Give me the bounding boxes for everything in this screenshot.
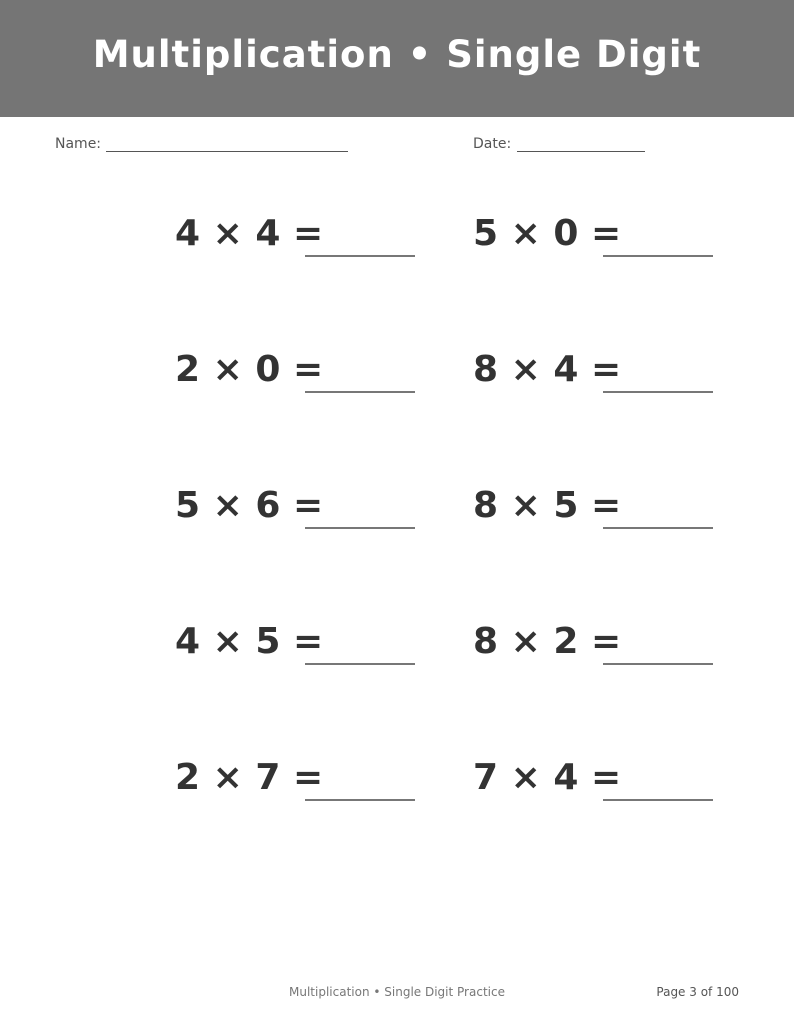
name-line xyxy=(106,151,348,152)
problem-expression: 7 × 4 = xyxy=(473,757,622,798)
problem xyxy=(175,349,435,412)
problem-expression: 4 × 4 = xyxy=(175,213,324,254)
answer-line xyxy=(603,663,713,665)
problem-expression: 2 × 0 = xyxy=(175,349,324,390)
problem-expression: 4 × 5 = xyxy=(175,621,324,662)
answer-line xyxy=(603,255,713,257)
worksheet-header xyxy=(0,0,794,117)
problem-expression: 5 × 0 = xyxy=(473,213,622,254)
problem xyxy=(473,757,733,820)
problem-expression: 2 × 7 = xyxy=(175,757,324,798)
problem-expression: 8 × 4 = xyxy=(473,349,622,390)
problem xyxy=(175,621,435,684)
answer-line xyxy=(305,527,415,529)
problem-expression: 8 × 2 = xyxy=(473,621,622,662)
date-line xyxy=(517,151,645,152)
problem xyxy=(175,485,435,548)
worksheet-title: Multiplication • Single Digit xyxy=(92,33,702,76)
footer-caption: Multiplication • Single Digit Practice xyxy=(289,985,505,999)
problem xyxy=(175,213,435,276)
answer-line xyxy=(305,663,415,665)
problem-expression: 8 × 5 = xyxy=(473,485,622,526)
answer-line xyxy=(603,799,713,801)
answer-line xyxy=(305,799,415,801)
answer-line xyxy=(305,391,415,393)
problem-expression: 5 × 6 = xyxy=(175,485,324,526)
answer-line xyxy=(603,391,713,393)
problem xyxy=(473,485,733,548)
answer-line xyxy=(603,527,713,529)
problem xyxy=(473,621,733,684)
page-number: Page 3 of 100 xyxy=(656,985,739,999)
name-label: Name: xyxy=(55,136,102,152)
problem xyxy=(175,757,435,820)
date-label: Date: xyxy=(473,136,512,152)
problem xyxy=(473,213,733,276)
problem xyxy=(473,349,733,412)
answer-line xyxy=(305,255,415,257)
